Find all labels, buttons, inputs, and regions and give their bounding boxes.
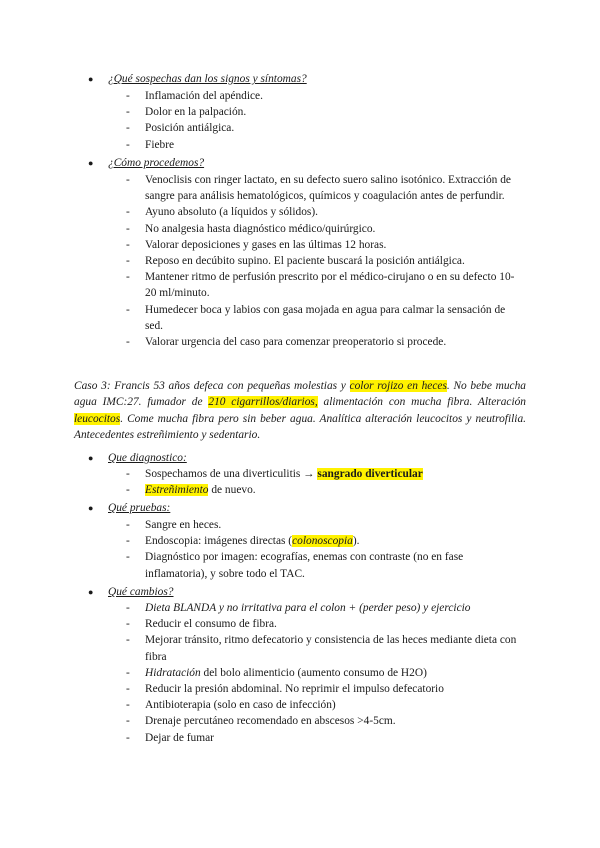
list-item: - Drenaje percutáneo recomendado en abscesos >4-5cm.: [126, 715, 396, 728]
list-item: - Posición antiálgica.: [126, 122, 235, 135]
list-item: - Humedecer boca y labios con gasa mojada en agua para calmar la sensación de sed.: [126, 303, 506, 332]
bullet-icon: ●: [88, 503, 94, 513]
bullet-icon: ●: [88, 587, 94, 597]
list-item: - Mejorar tránsito, ritmo defecatorio y consistencia de las heces mediante dieta con fibra: [126, 634, 517, 663]
question-text: Qué pruebas:: [108, 502, 171, 514]
bullet-icon: ●: [88, 74, 94, 84]
list-item: - Sangre en heces.: [126, 519, 222, 531]
tests-list: [126, 517, 526, 582]
bullet-icon: ●: [88, 158, 94, 168]
list-item: - Reducir la presión abdominal. No reprimir el impulso defecatorio: [126, 683, 444, 696]
highlight: leucocitos: [74, 412, 121, 425]
list-item: - Valorar deposiciones y gases en las últimas 12 horas.: [126, 238, 387, 251]
list-item: - Dolor en la palpación.: [126, 106, 247, 119]
highlight: 210 cigarrillos/diarios,: [208, 396, 318, 409]
question-changes: [88, 584, 548, 600]
list-item: - Hidratación del bolo alimenticio (aumento consumo de H2O): [126, 666, 427, 679]
list-item: - Fiebre: [126, 138, 175, 151]
list-item: - Dejar de fumar: [126, 731, 214, 744]
highlight: sangrado diverticular: [317, 468, 423, 480]
question-tests: [88, 500, 548, 516]
list-item: - No analgesia hasta diagnóstico médico/quirúrgico.: [126, 222, 376, 235]
list-item: - Venoclisis con ringer lactato, en su defecto suero salino isotónico. Extracción de sangre para análisis hematológicos, químicos y coagulación antes de perfundir.: [126, 174, 511, 203]
signs-list: [126, 88, 526, 153]
question-text: ¿Qué sospechas dan los signos y síntomas?: [108, 73, 307, 85]
list-item: - Mantener ritmo de perfusión prescrito por el médico-cirujano o en su defecto 10- 20 ml/minuto.: [126, 271, 515, 300]
list-item: - Estreñimiento de nuevo.: [126, 484, 256, 497]
bullet-icon: ●: [88, 453, 94, 463]
list-item: - Dieta BLANDA y no irritativa para el colon + (perder peso) y ejercicio: [126, 602, 471, 614]
highlight: colonoscopia: [292, 535, 353, 548]
procedure-list: [126, 172, 526, 350]
highlight: color rojizo en heces: [349, 380, 447, 392]
highlight: Estreñimiento: [145, 484, 209, 497]
case-paragraph: Caso 3: Francis 53 años defeca con pequeñas molestias y color rojizo en heces. No bebe mucha agua IMC:27. fumador de 210 cigarrillos/diarios, alimentación con mucha fibra. Alteración leucocitos. Come mucha fibra pero sin beber agua. Analítica alteración leucocitos y neutrofilia. Antecedentes estreñimiento y sedentario.: [74, 380, 526, 442]
list-item: - Reducir el consumo de fibra.: [126, 618, 277, 631]
question-text: Que diagnostico:: [108, 452, 187, 464]
list-item: - Reposo en decúbito supino. El paciente buscará la posición antiálgica.: [126, 255, 465, 268]
diagnosis-list: [126, 466, 526, 498]
list-item: - Sospechamos de una diverticulitis → sangrado diverticular: [126, 468, 423, 480]
question-procedure: [88, 155, 548, 171]
list-item: - Ayuno absoluto (a líquidos y sólidos).: [126, 206, 318, 219]
list-item: - Endoscopia: imágenes directas (colonoscopia).: [126, 535, 360, 548]
changes-list: [126, 600, 526, 746]
list-item: - Valorar urgencia del caso para comenzar preoperatorio si procede.: [126, 336, 447, 349]
question-signs: [88, 71, 548, 87]
question-text: ¿Cómo procedemos?: [108, 157, 205, 169]
list-item: - Antibioterapia (solo en caso de infección): [126, 699, 336, 712]
list-item: - Inflamación del apéndice.: [126, 90, 263, 102]
question-text: Qué cambios?: [108, 586, 174, 598]
question-diagnosis: [88, 450, 548, 466]
list-item: - Diagnóstico por imagen: ecografías, enemas con contraste (no en fase inflamatoria), y sobre todo el TAC.: [126, 551, 464, 580]
